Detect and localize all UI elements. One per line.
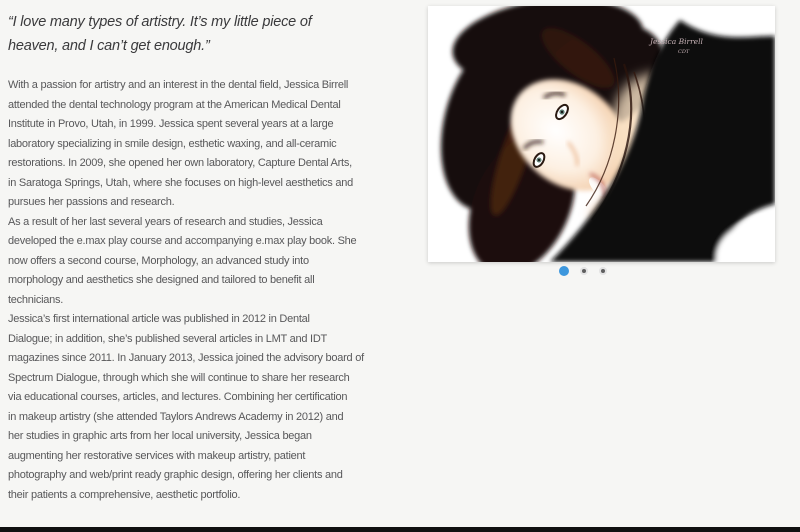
article-line: Dialogue; in addition, she’s published several articles in LMT and IDT: [8, 332, 327, 345]
article-line: in makeup artistry (she attended Taylors Andrews Academy in 2012) and: [8, 410, 344, 423]
article-line: As a result of her last several years of research and studies, Jessica: [8, 215, 323, 228]
quote-line: “I love many types of artistry. It’s my little piece of: [8, 14, 312, 30]
article-line: in Saratoga Springs, Utah, where she focuses on high-level aesthetics and: [8, 176, 353, 189]
article-line: Jessica’s first international article was published in 2012 in Dental: [8, 313, 310, 325]
article-line: photography and web/print ready graphic design, offering her clients and: [8, 469, 343, 481]
article-line: technicians.: [8, 293, 64, 306]
bottom-divider-bar: [0, 527, 800, 532]
article-line: Institute in Provo, Utah, in 1999. Jessica spent several years at a large: [8, 118, 334, 130]
article-line: developed the e.max play course and accompanying e.max play book. She: [8, 235, 357, 247]
bio-article: [8, 76, 423, 505]
pull-quote: [8, 10, 418, 58]
carousel-slide[interactable]: [428, 6, 775, 262]
carousel-dot-2[interactable]: [580, 267, 588, 275]
article-line: morphology and aesthetics she designed and tailored to benefit all: [8, 274, 315, 286]
quote-line: heaven, and I can’t get enough.”: [8, 38, 210, 54]
article-line: pursues her passions and research.: [8, 196, 175, 208]
article-line: via educational courses, articles, and lectures. Combining her certification: [8, 391, 348, 403]
carousel-dot-1[interactable]: [559, 266, 569, 276]
article-line: augmenting her restorative services with makeup artistry, patient: [8, 449, 306, 462]
article-line: magazines since 2011. In January 2013, Jessica joined the advisory board of: [8, 352, 364, 364]
article-line: laboratory specializing in smile design, esthetic waxing, and all-ceramic: [8, 137, 337, 150]
carousel-dot-3[interactable]: [599, 267, 607, 275]
article-line: restorations. In 2009, she opened her own laboratory, Capture Dental Arts,: [8, 157, 352, 169]
portrait-photo: [428, 6, 775, 262]
article-line: attended the dental technology program at the American Medical Dental: [8, 98, 341, 111]
article-line: their patients a comprehensive, aesthetic portfolio.: [8, 488, 241, 501]
article-line: Spectrum Dialogue, through which she will continue to share her research: [8, 371, 350, 384]
signature-name: Jessica Birrell: [650, 37, 703, 46]
carousel-pagination: [559, 265, 607, 277]
signature-title: CDT: [678, 49, 690, 55]
article-line: With a passion for artistry and an interest in the dental field, Jessica Birrell: [8, 79, 349, 91]
article-line: her studies in graphic arts from her local university, Jessica began: [8, 430, 312, 442]
article-line: now offers a second course, Morphology, an advanced study into: [8, 254, 309, 267]
